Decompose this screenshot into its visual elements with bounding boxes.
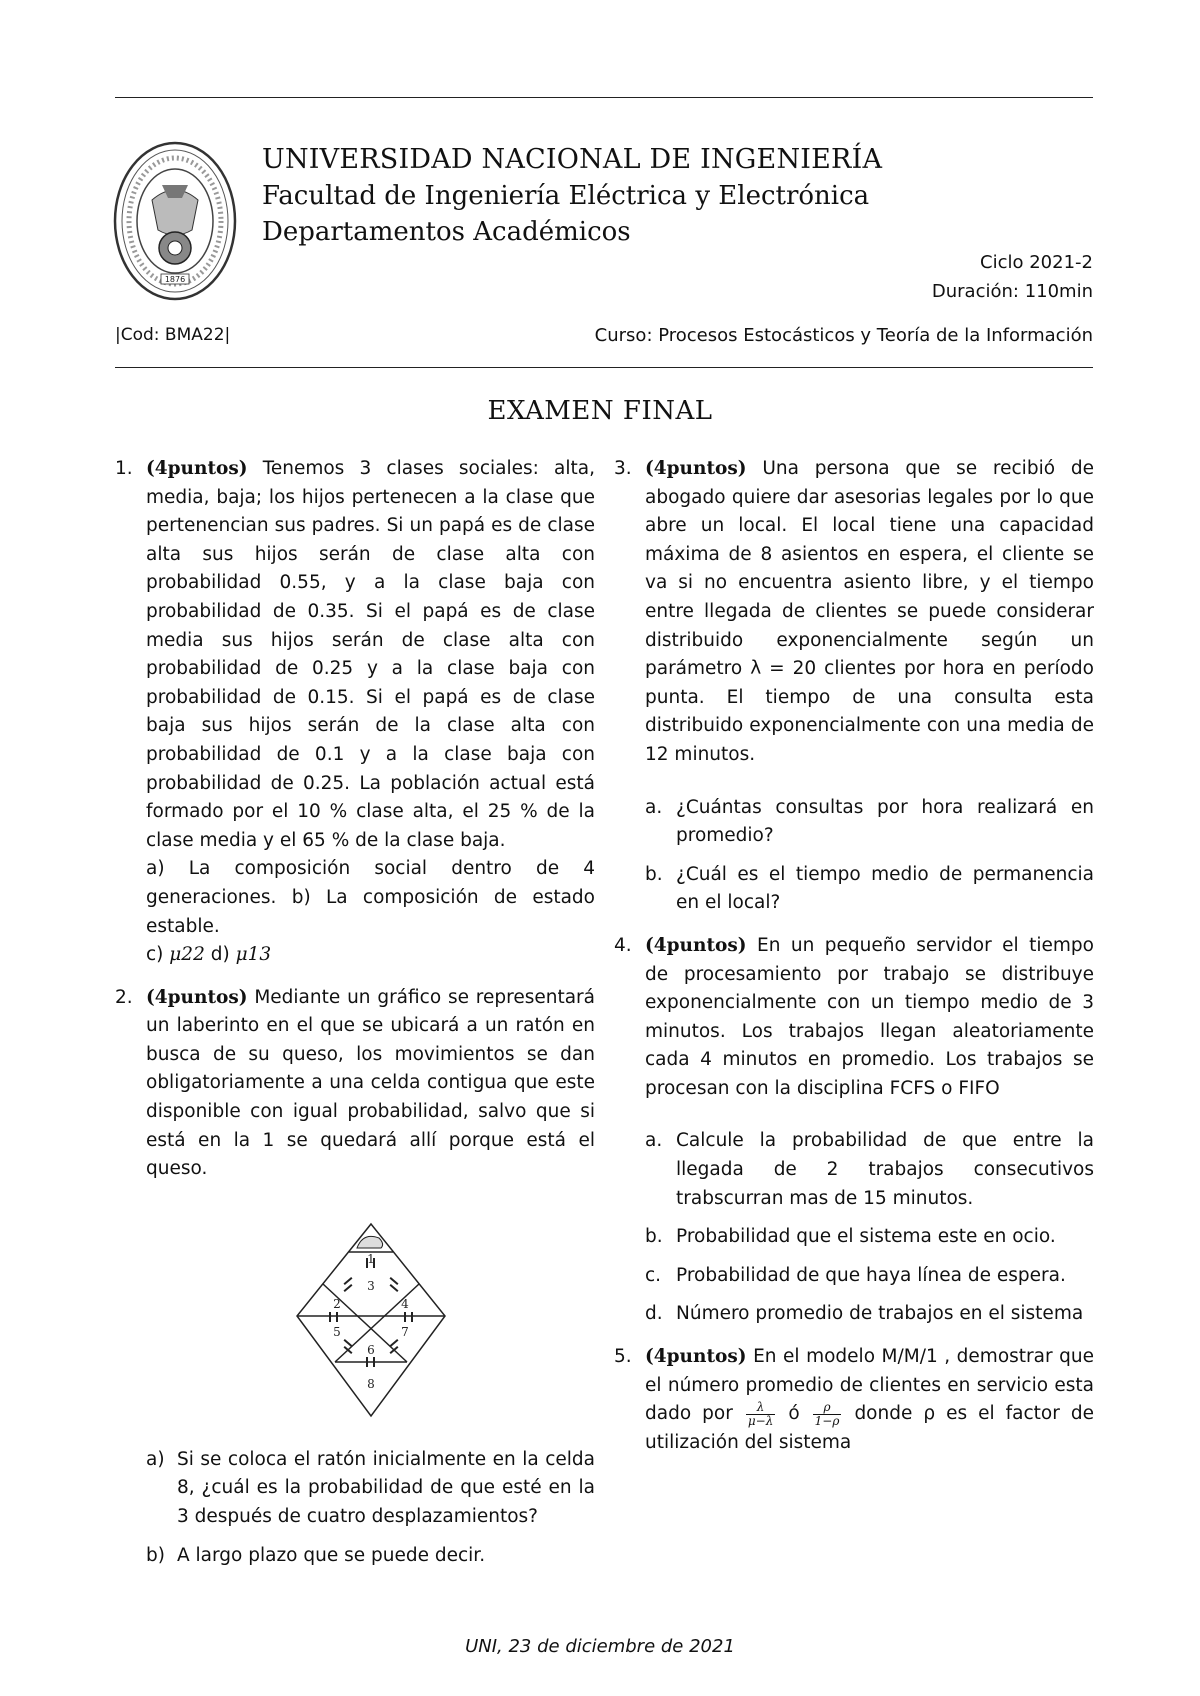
door-mark xyxy=(411,1312,413,1322)
question-points: (4puntos) xyxy=(645,1346,747,1368)
faculty-name: Facultad de Ingeniería Eléctrica y Electrónica xyxy=(262,181,870,211)
part-text: Número promedio de trabajos en el sistema xyxy=(676,1303,1084,1325)
cell-label-1: 1 xyxy=(367,1251,375,1266)
mu-22-symbol: μ22 xyxy=(169,944,205,966)
question-number: 5. xyxy=(614,1346,632,1368)
q4-part-b xyxy=(645,1223,1094,1252)
q4-part-c xyxy=(645,1262,1094,1291)
q3-part-a xyxy=(645,794,1094,851)
cell-label-3: 3 xyxy=(367,1278,375,1293)
question-text: En el modelo M/M/1 , demostrar que el número promedio de clientes en servicio esta dado por xyxy=(645,1346,1094,1425)
question-text: Una persona que se recibió de abogado quiere dar asesorias legales por lo que abre un local. El local tiene una capacidad máxima de 8 asientos en espera, el cliente se va si no encuentra asiento libre, y el tiempo entre llegada de clientes se puede considerar distribuido exponencialmente según un parámetro λ = 20 clientes por hora en período punta. El tiempo de una consulta esta distribuido exponencialmente con una media de 12 minutos. xyxy=(645,458,1094,765)
course-name: Curso: Procesos Estocásticos y Teoría de la Información xyxy=(594,325,1093,346)
question-points: (4puntos) xyxy=(645,458,747,479)
footer-date: UNI, 23 de diciembre de 2021 xyxy=(465,1636,735,1657)
fraction-rho xyxy=(813,1401,842,1428)
door-mark xyxy=(390,1284,399,1292)
door-mark xyxy=(329,1312,331,1322)
door-mark xyxy=(390,1277,399,1285)
q3-part-b xyxy=(645,861,1094,918)
part-c-label: c) xyxy=(146,944,164,966)
question-number: 3. xyxy=(614,458,632,479)
cell-label-8: 8 xyxy=(367,1376,375,1391)
question-2 xyxy=(115,984,595,1571)
question-4 xyxy=(614,932,1094,1329)
question-points: (4puntos) xyxy=(645,934,747,956)
question-points: (4puntos) xyxy=(146,986,248,1008)
question-3 xyxy=(614,455,1094,918)
seal-year: 1876 xyxy=(164,275,186,284)
part-label: b) xyxy=(146,1544,165,1566)
q4-part-a xyxy=(645,1127,1094,1213)
left-column xyxy=(115,455,595,1584)
door-mark xyxy=(336,1312,338,1322)
top-rule xyxy=(115,97,1093,98)
or-word: ó xyxy=(788,1403,800,1425)
cell-label-5: 5 xyxy=(333,1324,341,1339)
header-rule xyxy=(115,367,1093,368)
question-1 xyxy=(115,455,595,970)
maze-diagram xyxy=(293,1220,449,1426)
door-mark xyxy=(373,1357,375,1367)
question-parts-ab: a) La composición social dentro de 4 generaciones. b) La composición de estado estable. xyxy=(146,858,595,937)
q4-part-d xyxy=(645,1300,1094,1329)
part-label: a) xyxy=(146,1448,165,1470)
cell-label-4: 4 xyxy=(401,1296,409,1311)
fraction-numerator: λ xyxy=(746,1401,775,1415)
door-mark xyxy=(366,1357,368,1367)
part-label: b. xyxy=(645,1226,663,1248)
question-5 xyxy=(614,1343,1094,1457)
door-mark xyxy=(404,1312,406,1322)
part-text: Probabilidad de que haya línea de espera. xyxy=(676,1264,1066,1286)
part-d-label: d) xyxy=(210,944,230,966)
question-text: Tenemos 3 clases sociales: alta, media, baja; los hijos pertenecen a la clase que pertenencian sus padres. Si un papá es de clase alta sus hijos serán de clase alta con probabilidad 0.55, y a la clase baja con probabilidad de 0.35. Si el papá es de clase media sus hijos serán de clase alta con probabilidad de 0.25 y a la clase baja con probabilidad de 0.15. Si el papá es de clase baja sus hijos serán de la clase alta con probabilidad de 0.1 y a la clase baja con probabilidad de 0.25. La población actual está formado por el 10 % clase alta, el 25 % de la clase media y el 65 % de la clase baja. xyxy=(146,458,595,851)
question-text-end: donde ρ es el factor de utilización del sistema xyxy=(645,1403,1094,1453)
part-label: d. xyxy=(645,1303,663,1325)
question-number: 1. xyxy=(115,458,133,479)
exam-title: EXAMEN FINAL xyxy=(487,396,713,426)
fraction-denominator: 1−ρ xyxy=(814,1413,840,1428)
cell-label-7: 7 xyxy=(401,1324,409,1339)
department-name: Departamentos Académicos xyxy=(262,217,631,247)
part-label: a. xyxy=(645,796,663,818)
part-text: ¿Cuántas consultas por hora realizará en promedio? xyxy=(676,796,1094,847)
part-text: Probabilidad que el sistema este en ocio. xyxy=(676,1226,1056,1248)
q2-part-a xyxy=(146,1446,595,1532)
door-mark xyxy=(344,1277,353,1285)
part-text: Si se coloca el ratón inicialmente en la celda 8, ¿cuál es la probabilidad de que esté en la 3 después de cuatro desplazamientos? xyxy=(177,1448,595,1528)
cell-label-2: 2 xyxy=(333,1296,341,1311)
question-text: Mediante un gráfico se representará un laberinto en el que se ubicará a un ratón en busca de su queso, los movimientos se dan obligatoriamente a una celda contigua que este disponible con igual probabilidad, salvo que si está en la 1 se quedará allí porque está el queso. xyxy=(146,986,595,1180)
question-text: En un pequeño servidor el tiempo de procesamiento por trabajo se distribuye exponencialmente con un tiempo medio de 3 minutos. Los trabajos llegan aleatoriamente cada 4 minutos en promedio. Los trabajos se procesan con la disciplina FCFS o FIFO xyxy=(645,934,1094,1099)
question-points: (4puntos) xyxy=(146,458,248,479)
university-seal-icon xyxy=(112,140,238,303)
question-number: 4. xyxy=(614,934,632,956)
fraction-lambda xyxy=(746,1401,775,1428)
fraction-numerator: ρ xyxy=(813,1401,842,1415)
course-code: |Cod: BMA22| xyxy=(115,325,231,345)
part-label: b. xyxy=(645,863,663,885)
door-mark xyxy=(344,1284,353,1292)
part-text: Calcule la probabilidad de que entre la llegada de 2 trabajos consecutivos trabscurran mas de 15 minutos. xyxy=(676,1130,1094,1209)
cheese-icon xyxy=(357,1236,383,1248)
question-number: 2. xyxy=(115,986,133,1008)
door-mark xyxy=(344,1339,353,1347)
door-mark xyxy=(390,1339,399,1347)
right-column xyxy=(614,455,1094,1471)
duration: Duración: 110min xyxy=(931,281,1093,302)
part-text: ¿Cuál es el tiempo medio de permanencia en el local? xyxy=(676,863,1094,914)
university-name: UNIVERSIDAD NACIONAL DE INGENIERÍA xyxy=(262,144,883,175)
cycle: Ciclo 2021-2 xyxy=(980,252,1093,273)
part-label: a. xyxy=(645,1130,663,1152)
part-label: c. xyxy=(645,1264,662,1286)
q2-part-b xyxy=(146,1542,595,1571)
cell-label-6: 6 xyxy=(367,1342,375,1357)
part-text: A largo plazo que se puede decir. xyxy=(177,1544,486,1566)
fraction-denominator: μ−λ xyxy=(747,1413,774,1428)
mu-13-symbol: μ13 xyxy=(235,944,272,966)
